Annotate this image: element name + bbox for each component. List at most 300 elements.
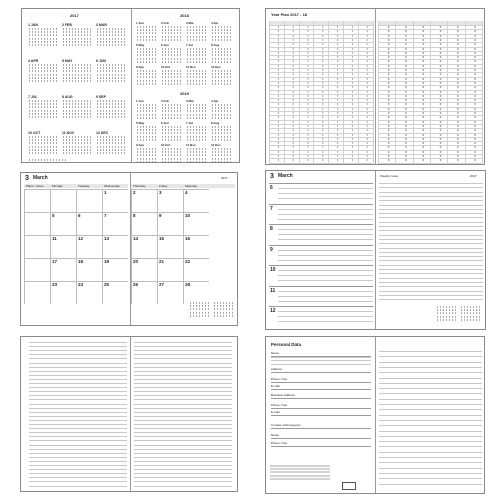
day-row [28, 77, 58, 79]
day-row [62, 142, 92, 144]
day-divider [269, 306, 373, 307]
day-row [161, 26, 183, 28]
day-row [62, 139, 92, 141]
day-marks [380, 39, 482, 41]
note-line [29, 399, 127, 400]
day-marks [380, 125, 482, 127]
mini-calendar-prev [436, 305, 458, 322]
day-row [211, 104, 233, 106]
day-row [136, 154, 158, 156]
note-line [379, 286, 483, 287]
note-line [379, 252, 483, 253]
grid-col-line [269, 21, 270, 163]
day-row [136, 117, 158, 119]
month-days [62, 64, 92, 82]
day-marks [380, 60, 482, 62]
day-row [161, 114, 183, 116]
day-row [186, 132, 208, 134]
day-number: 4 [185, 190, 188, 195]
month-block [211, 65, 233, 86]
field-label: In Case of Emergency [271, 423, 301, 427]
day-row [136, 70, 158, 72]
day-row [96, 139, 126, 141]
note-line [134, 461, 232, 462]
day-row [28, 31, 58, 33]
day-number: 19 [104, 259, 110, 264]
note-line [134, 432, 232, 433]
day-row [186, 117, 208, 119]
writing-line [278, 229, 373, 230]
mini-calendar-next [213, 301, 235, 318]
week-notes-label: Weekly notes [380, 174, 398, 178]
note-line [379, 282, 483, 283]
writing-line [278, 296, 373, 297]
field-line [271, 398, 371, 399]
day-row [161, 139, 183, 141]
week-day-number: 10 [270, 267, 276, 273]
note-line [29, 424, 127, 425]
day-row [62, 70, 92, 72]
field-label: Business Address [271, 393, 295, 397]
note-line [379, 260, 483, 261]
writing-line [278, 255, 373, 256]
day-row [96, 136, 126, 138]
day-row [96, 38, 126, 40]
month-label: 9 Sep [136, 65, 145, 69]
note-line [379, 478, 482, 479]
note-line [134, 399, 232, 400]
note-line [379, 192, 483, 193]
day-row [136, 104, 158, 106]
day-row [96, 142, 126, 144]
month-block [136, 121, 158, 142]
day-row [136, 151, 158, 153]
month-days [96, 28, 126, 46]
day-number: 13 [104, 236, 110, 241]
note-line [29, 477, 127, 478]
note-line [379, 362, 482, 363]
month-block [161, 65, 183, 86]
day-row [161, 39, 183, 41]
day-row [62, 149, 92, 151]
day-marks [380, 56, 482, 58]
month-block [96, 23, 126, 47]
day-number: 18 [78, 259, 84, 264]
day-marks [271, 39, 373, 41]
note-line [29, 469, 127, 470]
day-row [186, 39, 208, 41]
note-line [134, 449, 232, 450]
note-line [134, 412, 232, 413]
month-label: 7 Jul [186, 43, 193, 47]
personal-data-title: Personal Data [271, 342, 302, 347]
day-marks [380, 48, 482, 50]
day-number: 26 [133, 282, 139, 287]
day-marks [380, 95, 482, 97]
note-line [379, 243, 483, 244]
day-number: 8 [133, 213, 136, 218]
day-row [161, 73, 183, 75]
month-days [186, 104, 208, 119]
writing-line [278, 275, 373, 276]
month-label: 11 Nov [186, 143, 196, 147]
day-number: 27 [159, 282, 165, 287]
day-row [96, 41, 126, 43]
day-divider [269, 204, 373, 205]
month-label: 5 May [136, 43, 145, 47]
day-cell [24, 235, 50, 258]
writing-line [278, 316, 373, 317]
barcode-stamp [342, 482, 356, 490]
day-row [96, 74, 126, 76]
day-row [62, 106, 92, 108]
month-label: 8 Aug [211, 121, 220, 125]
note-line [29, 412, 127, 413]
day-row [136, 161, 158, 163]
day-cell [24, 189, 50, 212]
note-line [134, 371, 232, 372]
week-day-number: 11 [270, 287, 276, 294]
month-label: 4 APR [28, 59, 39, 63]
day-number: 28 [185, 282, 191, 287]
day-row [136, 83, 158, 85]
day-row [186, 136, 208, 138]
day-row [136, 39, 158, 41]
month-name: March [33, 175, 48, 181]
day-marks [271, 134, 373, 136]
note-line [134, 363, 232, 364]
day-number: 11 [52, 236, 57, 241]
note-line [134, 424, 232, 425]
day-row [211, 76, 233, 78]
day-marks [271, 43, 373, 45]
day-row [211, 80, 233, 82]
mini-calendar-prev [189, 301, 211, 318]
day-marks [380, 134, 482, 136]
day-marks [380, 65, 482, 67]
note-line [379, 299, 483, 300]
note-line [379, 265, 483, 266]
day-row [96, 70, 126, 72]
month-block [161, 99, 183, 120]
month-block [161, 143, 183, 164]
day-row [186, 129, 208, 131]
note-line [379, 205, 483, 206]
field-line [271, 357, 371, 358]
month-label: 10 Oct [161, 143, 171, 147]
day-row [186, 36, 208, 38]
note-line [29, 432, 127, 433]
month-days [136, 70, 158, 85]
note-line [379, 196, 483, 197]
day-row [186, 76, 208, 78]
day-row [136, 110, 158, 112]
day-row [96, 34, 126, 36]
note-line [379, 393, 482, 394]
note-line [29, 350, 127, 351]
day-row [161, 132, 183, 134]
month-label: 6 Jun [161, 43, 169, 47]
note-line [29, 457, 127, 458]
note-line [134, 342, 232, 343]
day-row [211, 83, 233, 85]
month-label: 3 Mar [186, 99, 194, 103]
day-number: 6 [78, 213, 81, 218]
day-marks [271, 56, 373, 58]
day-row [62, 31, 92, 33]
day-row [161, 117, 183, 119]
note-line [379, 452, 482, 453]
spine [375, 171, 376, 329]
note-line [379, 213, 483, 214]
day-row [96, 116, 126, 118]
month-block [136, 65, 158, 86]
month-days [96, 64, 126, 82]
note-line [379, 367, 482, 368]
day-row [136, 54, 158, 56]
week-month-name: March [278, 173, 293, 179]
day-marks [271, 129, 373, 131]
note-line [29, 473, 127, 474]
day-marks [380, 78, 482, 80]
day-row [136, 148, 158, 150]
day-marks [271, 146, 373, 148]
day-marks [271, 48, 373, 50]
field-line [271, 408, 371, 409]
day-row [136, 80, 158, 82]
day-divider [269, 286, 373, 287]
day-row [28, 74, 58, 76]
day-row [161, 70, 183, 72]
day-row [62, 116, 92, 118]
note-line [29, 346, 127, 347]
note-line [379, 273, 483, 274]
day-row [28, 44, 58, 46]
day-number: 1 [104, 190, 107, 195]
week-day-number: 9 [270, 246, 273, 253]
day-marks [380, 82, 482, 84]
day-row [136, 73, 158, 75]
day-row [211, 151, 233, 153]
month-label: 12 Dec [211, 143, 221, 147]
note-line [134, 481, 232, 482]
day-row [28, 139, 58, 141]
field-label: Phone / Fax [271, 441, 288, 445]
note-line [134, 354, 232, 355]
note-line [29, 371, 127, 372]
day-number: 5 [52, 213, 55, 218]
day-marks [271, 155, 373, 157]
writing-line [278, 214, 373, 215]
day-marks [380, 142, 482, 144]
day-row [28, 116, 58, 118]
note-line [379, 209, 483, 210]
month-days [161, 104, 183, 119]
field-label: Phone / Fax [271, 403, 288, 407]
month-days [211, 70, 233, 85]
note-line [134, 440, 232, 441]
day-row [186, 158, 208, 160]
month-days [136, 148, 158, 163]
day-row [211, 107, 233, 109]
note-line [379, 222, 483, 223]
month-days [211, 126, 233, 141]
day-row [211, 70, 233, 72]
month-label: 6 JUN [96, 59, 106, 63]
grid-row-line [378, 163, 482, 164]
note-line [29, 440, 127, 441]
year-plan-title: Year Plan 2017 - 18 [271, 12, 308, 17]
note-line [134, 358, 232, 359]
day-marks [380, 73, 482, 75]
month-days [161, 70, 183, 85]
day-row [211, 54, 233, 56]
note-line [379, 404, 482, 405]
day-number: 12 [78, 236, 84, 241]
day-row [211, 132, 233, 134]
day-row [96, 100, 126, 102]
month-label: 2 Feb [161, 21, 169, 25]
month-block [62, 131, 92, 155]
month-block [211, 99, 233, 120]
day-row [136, 51, 158, 53]
month-label: 7 Jul [186, 121, 193, 125]
month-days [161, 26, 183, 41]
day-row [62, 38, 92, 40]
day-row [186, 51, 208, 53]
day-row [211, 110, 233, 112]
month-days [186, 70, 208, 85]
day-marks [271, 138, 373, 140]
day-row [186, 139, 208, 141]
month-days [136, 126, 158, 141]
field-line [271, 446, 371, 447]
day-row [161, 61, 183, 63]
month-block [211, 121, 233, 142]
day-marks [380, 129, 482, 131]
note-line [379, 230, 483, 231]
month-label: 3 MAR [96, 23, 107, 27]
note-line [29, 481, 127, 482]
day-row [186, 73, 208, 75]
day-row [211, 148, 233, 150]
week-day-number: 7 [270, 205, 273, 212]
day-row [96, 28, 126, 30]
month-label: 11 Nov [186, 65, 196, 69]
day-row [62, 34, 92, 36]
day-row [211, 126, 233, 128]
day-row [161, 32, 183, 34]
field-line [271, 364, 371, 365]
month-block [28, 59, 58, 83]
day-row [136, 32, 158, 34]
day-row [211, 139, 233, 141]
field-label: E-mail [271, 384, 280, 388]
week-year: 2017 [470, 174, 477, 178]
weekday-header-bar [131, 184, 235, 188]
day-marks [271, 151, 373, 153]
day-row [161, 80, 183, 82]
day-row [28, 146, 58, 148]
month-days [28, 136, 58, 154]
spine [375, 9, 376, 164]
month-days [186, 48, 208, 63]
month-block [62, 59, 92, 83]
month-block [161, 121, 183, 142]
day-row [62, 67, 92, 69]
field-line [271, 372, 371, 373]
day-row [211, 114, 233, 116]
weekday-header: Wednesday [104, 184, 120, 188]
day-row [28, 38, 58, 40]
day-row [161, 129, 183, 131]
day-row [211, 136, 233, 138]
note-line [379, 378, 482, 379]
note-line [379, 278, 483, 279]
day-row [136, 126, 158, 128]
day-marks [271, 30, 373, 32]
day-row [186, 107, 208, 109]
day-marks [380, 116, 482, 118]
day-row [186, 32, 208, 34]
day-row [186, 80, 208, 82]
month-block [211, 21, 233, 42]
note-line [134, 391, 232, 392]
day-row [211, 29, 233, 31]
day-row [28, 149, 58, 151]
day-cell [50, 189, 76, 212]
day-row [161, 51, 183, 53]
day-marks [271, 26, 373, 28]
month-year: 2017 [221, 176, 228, 180]
note-line [29, 461, 127, 462]
day-divider [269, 183, 373, 184]
day-row [62, 110, 92, 112]
month-block [136, 99, 158, 120]
day-row [62, 80, 92, 82]
day-row [211, 73, 233, 75]
writing-line [278, 280, 373, 281]
day-number: 22 [185, 259, 191, 264]
note-line [134, 445, 232, 446]
note-line [134, 379, 232, 380]
day-row [62, 113, 92, 115]
month-block [161, 43, 183, 64]
imprint-text-block [270, 465, 330, 481]
note-line [134, 473, 232, 474]
note-line [134, 346, 232, 347]
yearly-left-title: 2017 [70, 13, 79, 18]
day-marks [380, 43, 482, 45]
note-line [134, 486, 232, 487]
month-label: 5 MAY [62, 59, 73, 63]
day-row [96, 103, 126, 105]
note-line [134, 404, 232, 405]
day-number: 20 [133, 259, 139, 264]
day-number: 3 [159, 190, 162, 195]
writing-line [278, 198, 373, 199]
week-month-number: 3 [270, 173, 274, 180]
writing-line [278, 239, 373, 240]
month-days [28, 64, 58, 82]
day-row [161, 110, 183, 112]
day-marks [271, 52, 373, 54]
field-line [271, 428, 371, 429]
weekday-header: Thursday [133, 184, 146, 188]
day-cell [24, 212, 50, 235]
note-line [134, 416, 232, 417]
month-block [186, 121, 208, 142]
